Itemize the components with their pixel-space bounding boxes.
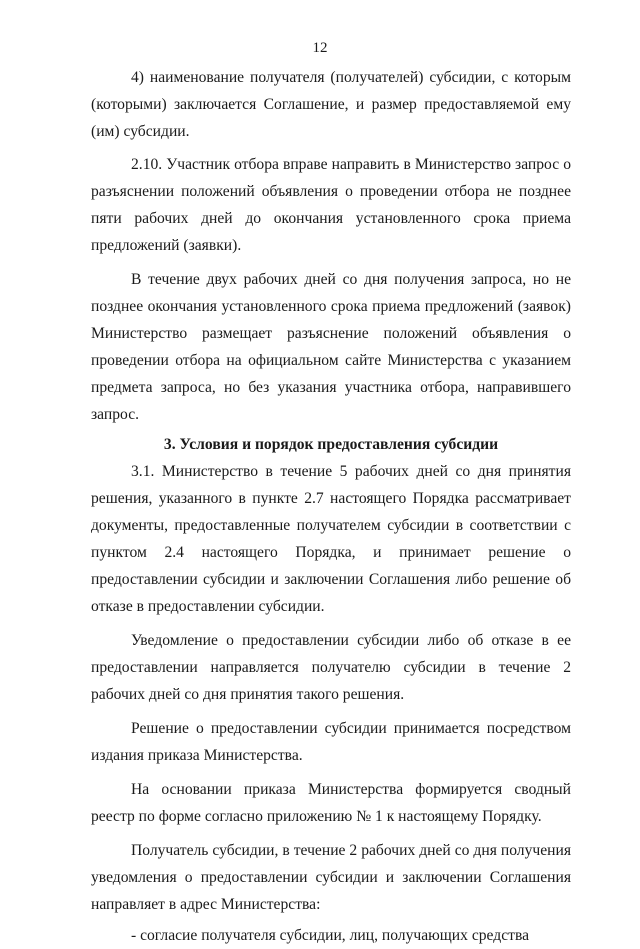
paragraph-registry: На основании приказа Министерства формируется сводный реестр по форме согласно приложению № 1 к настоящему Порядку. [91, 781, 571, 825]
paragraph-recipient: Получатель субсидии, в течение 2 рабочих дней со дня получения уведомления о предоставлении субсидии и заключении Соглашения направляет в адрес Министерства: [91, 842, 571, 913]
paragraph-notification: Уведомление о предоставлении субсидии либо об отказе в ее предоставлении направляется получателю субсидии в течение 2 рабочих дней со дня принятия такого решения. [91, 632, 571, 703]
paragraph-decision: Решение о предоставлении субсидии принимается посредством издания приказа Министерства. [91, 720, 571, 764]
paragraph-consent: - согласие получателя субсидии, лиц, получающих средства [131, 927, 530, 944]
section-heading: 3. Условия и порядок предоставления субсидии [163, 436, 499, 453]
paragraph-3-1: 3.1. Министерство в течение 5 рабочих дней со дня принятия решения, указанного в пункте 2.7 настоящего Порядка рассматривает документы, предоставленные получателем субсидии в соответствии с пунктом 2.4 настоящего Порядка, и принимает решение о предоставлении субсидии и заключении Соглашения либо решение об отказе в предоставлении субсидии. [91, 463, 571, 615]
document-body [91, 64, 571, 949]
paragraph-clarification: В течение двух рабочих дней со дня получения запроса, но не позднее окончания установленного срока приема предложений (заявок) Министерство размещает разъяснение положений объявления о проведении отбора на официальном сайте Министерства с указанием предмета запроса, но без указания участника отбора, направившего запрос. [91, 271, 571, 423]
page-number: 12 [312, 40, 328, 56]
paragraph-item-4: 4) наименование получателя (получателей) субсидии, с которым (которыми) заключается Соглашение, и размер предоставляемой ему (им) субсидии. [91, 69, 571, 140]
paragraph-2-10: 2.10. Участник отбора вправе направить в Министерство запрос о разъяснении положений объявления о проведении отбора не позднее пяти рабочих дней до окончания установленного срока приема предложений (заявки). [91, 156, 571, 254]
